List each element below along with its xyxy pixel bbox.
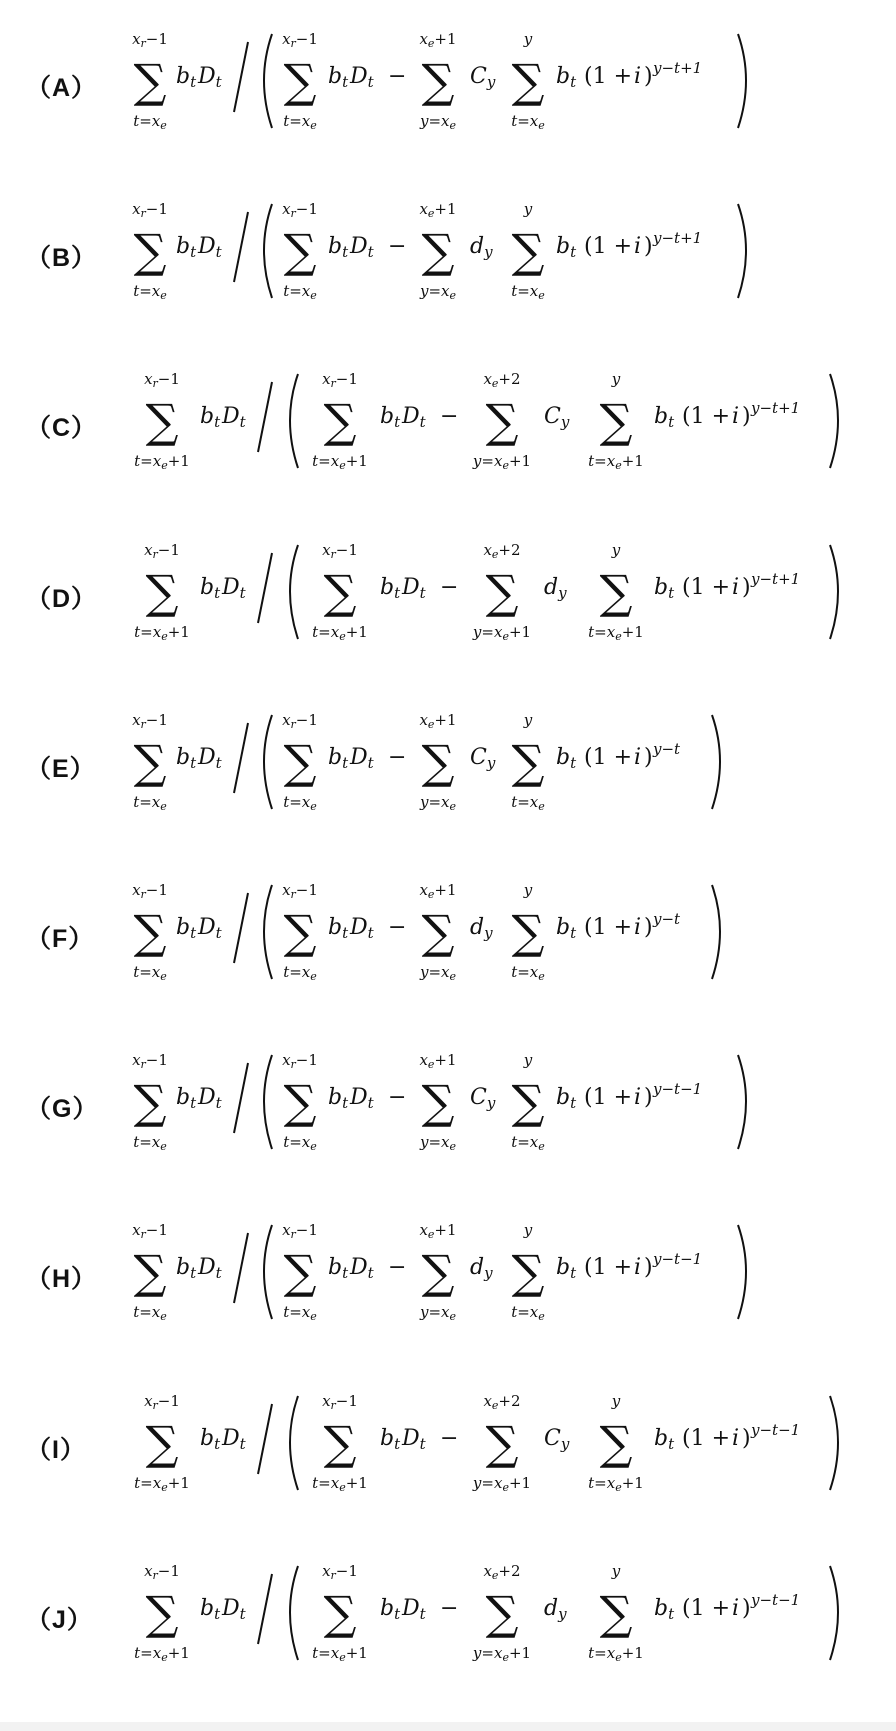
term-b: bt [176,915,197,942]
upper-limit: $x_r-1$ [132,30,168,50]
upper-limit: $x_e+1$ [419,30,457,50]
sigma-icon: ∑ [485,1415,519,1470]
term-b: bt [328,234,349,262]
minus-sign: − [388,915,407,940]
sigma-icon: ∑ [283,224,317,279]
term-b: bt [380,574,401,602]
lower-limit: $t=x_e+1$ [134,1473,190,1494]
close-paren: ) [742,404,751,430]
sigma-icon: ∑ [421,54,455,108]
sigma-icon: ∑ [485,1585,519,1640]
formula [0,681,896,851]
left-paren [264,34,272,128]
sigma-icon: ∑ [421,1075,455,1130]
sigma-icon: ∑ [283,905,317,959]
upper-limit: $x_r-1$ [322,1561,358,1582]
upper-limit: $x_e+1$ [419,1221,457,1242]
upper-limit: $x_r-1$ [132,200,168,221]
lower-limit: $t=x_e$ [283,963,317,983]
lower-limit: $t=x_e+1$ [312,622,368,643]
sigma-icon: ∑ [511,224,545,279]
close-paren: ) [644,64,653,89]
term-b: bt [328,915,349,942]
sigma-icon: ∑ [145,564,179,619]
lower-limit: $y=x_e$ [419,112,457,132]
lower-limit: $t=x_e+1$ [134,622,190,643]
upper-limit: y [611,540,621,559]
sigma-icon: ∑ [145,394,179,449]
right-paren [830,1396,838,1490]
coef-term: dy [470,234,493,262]
answer-option[interactable] [0,851,896,1021]
sigma-icon: ∑ [511,1075,545,1130]
term-D: Dt [402,1425,426,1453]
term-b: bt [328,64,349,91]
close-paren: ) [742,574,751,600]
option-label: （E） [26,754,96,783]
upper-limit: $x_e+2$ [483,1561,521,1582]
upper-limit: $x_r-1$ [132,1051,168,1072]
upper-limit: $x_e+1$ [419,710,457,731]
sigma-icon: ∑ [511,734,545,789]
upper-limit: $x_e+1$ [419,1051,457,1072]
sigma-icon: ∑ [599,394,633,449]
lower-limit: $y=x_e$ [419,1303,457,1324]
right-paren [830,1566,838,1660]
sigma-icon: ∑ [511,1245,545,1300]
upper-limit: $x_e+2$ [483,540,521,561]
paren-term: (1 + [584,64,633,89]
upper-limit: y [611,1391,621,1410]
lower-limit: $t=x_e+1$ [588,1473,644,1494]
sigma-icon: ∑ [323,564,357,619]
fraction-slash [234,893,248,963]
upper-limit: $x_r-1$ [282,200,318,221]
fraction-slash [258,553,272,623]
lower-limit: $t=x_e$ [511,1303,545,1324]
term-b: bt [556,1255,577,1283]
term-b: bt [654,574,675,602]
lower-limit: $t=x_e$ [133,792,167,813]
lower-limit: $y=x_e+1$ [472,452,532,473]
var-i: i [634,1255,642,1281]
exponent: y−t [653,739,681,758]
paren-term: (1 + [584,1085,633,1111]
close-paren: ) [644,1255,653,1281]
term-b: bt [556,915,577,942]
lower-limit: $t=x_e$ [133,963,167,983]
sigma-icon: ∑ [283,54,317,108]
upper-limit: y [523,1221,533,1240]
lower-limit: $y=x_e$ [419,792,457,813]
term-b: bt [328,1085,349,1113]
term-b: bt [380,1425,401,1453]
fraction-slash [234,723,248,793]
formula [0,1532,896,1702]
exponent: y−t [653,910,681,928]
lower-limit: $t=x_e$ [133,1303,167,1324]
right-paren [712,715,720,809]
close-paren: ) [742,1595,751,1621]
term-b: bt [380,404,401,432]
paren-term: (1 + [682,1595,731,1621]
lower-limit: $y=x_e+1$ [472,1643,532,1664]
minus-sign: − [388,1085,407,1111]
fraction-slash [258,1404,272,1474]
lower-limit: $t=x_e+1$ [312,1643,368,1664]
upper-limit: $x_r-1$ [322,540,358,561]
sigma-icon: ∑ [133,224,167,279]
lower-limit: $t=x_e$ [283,1303,317,1324]
upper-limit: $x_e+1$ [419,881,457,901]
coef-term: dy [470,1255,493,1283]
answer-option[interactable] [0,340,896,510]
upper-limit: $x_r-1$ [322,1391,358,1412]
lower-limit: $t=x_e+1$ [134,1643,190,1664]
upper-limit: $x_r-1$ [132,881,168,901]
upper-limit: $x_e+2$ [483,1391,521,1412]
term-b: bt [200,1425,221,1453]
option-label: （A） [26,74,98,102]
minus-sign: − [440,1595,459,1621]
minus-sign: − [388,64,407,89]
sigma-icon: ∑ [283,1245,317,1300]
sigma-icon: ∑ [485,564,519,619]
left-paren [290,1396,298,1490]
answer-option[interactable] [0,681,896,851]
term-D: Dt [222,404,246,432]
var-i: i [634,744,642,770]
sigma-icon: ∑ [599,1585,633,1640]
term-b: bt [176,744,197,772]
left-paren [290,545,298,639]
right-paren [738,1225,746,1319]
lower-limit: $y=x_e$ [419,282,457,303]
exponent: y−t+1 [653,59,703,77]
var-i: i [634,1085,642,1111]
term-D: Dt [350,1255,374,1283]
term-D: Dt [350,1085,374,1113]
sigma-icon: ∑ [323,1415,357,1470]
left-paren [264,1225,272,1319]
coef-term: Cy [544,1425,570,1453]
sigma-icon: ∑ [599,564,633,619]
sigma-icon: ∑ [599,1415,633,1470]
left-paren [290,1566,298,1660]
sigma-icon: ∑ [421,1245,455,1300]
right-paren [738,1055,746,1149]
fraction-slash [234,212,248,282]
term-D: Dt [198,1085,222,1113]
upper-limit: y [611,370,621,389]
var-i: i [634,64,642,89]
sigma-icon: ∑ [133,1075,167,1130]
lower-limit: $t=x_e$ [283,112,317,132]
term-b: bt [556,234,577,262]
answer-option[interactable] [0,1191,896,1361]
lower-limit: $y=x_e$ [419,963,457,983]
fraction-slash [258,1574,272,1644]
coef-term: dy [544,1595,567,1623]
lower-limit: $y=x_e$ [419,1133,457,1154]
lower-limit: $t=x_e$ [511,112,545,132]
lower-limit: $t=x_e$ [133,282,167,303]
upper-limit: y [611,1561,621,1580]
lower-limit: $t=x_e$ [283,792,317,813]
term-b: bt [200,404,221,432]
var-i: i [732,1595,740,1621]
lower-limit: $t=x_e+1$ [134,452,190,473]
term-D: Dt [350,744,374,772]
term-D: Dt [350,915,374,942]
upper-limit: $x_r-1$ [144,1561,180,1582]
left-paren [290,374,298,468]
upper-limit: y [523,200,533,219]
lower-limit: $t=x_e$ [511,963,545,983]
minus-sign: − [388,1255,407,1281]
close-paren: ) [644,1085,653,1111]
sigma-icon: ∑ [283,734,317,789]
formula [0,170,896,340]
exponent: y−t+1 [751,569,801,588]
exponent: y−t+1 [653,229,703,248]
term-D: Dt [350,234,374,262]
term-b: bt [654,1595,675,1623]
exponent: y−t−1 [751,1590,801,1609]
paren-term: (1 + [682,574,731,600]
exponent: y−t−1 [653,1080,703,1099]
term-b: bt [176,64,197,91]
minus-sign: − [388,744,407,770]
term-b: bt [176,1255,197,1283]
term-D: Dt [222,1595,246,1623]
answer-option[interactable] [0,1532,896,1702]
sigma-icon: ∑ [323,1585,357,1640]
upper-limit: $x_e+2$ [483,370,521,391]
right-paren [738,204,746,298]
sigma-icon: ∑ [133,54,167,108]
right-paren [830,545,838,639]
coef-term: Cy [470,744,496,772]
formula [0,851,896,1021]
lower-limit: $t=x_e$ [283,282,317,303]
term-D: Dt [198,234,222,262]
bottom-divider [0,1722,896,1731]
term-D: Dt [402,404,426,432]
lower-limit: $t=x_e+1$ [312,1473,368,1494]
term-b: bt [654,1425,675,1453]
option-label: （J） [26,1605,93,1634]
answer-option[interactable] [0,1362,896,1532]
lower-limit: $t=x_e$ [511,1133,545,1154]
lower-limit: $t=x_e$ [511,792,545,813]
var-i: i [732,574,740,600]
upper-limit: $x_r-1$ [132,1221,168,1242]
exponent: y−t−1 [653,1250,703,1269]
upper-limit: $x_r-1$ [282,1051,318,1072]
upper-limit: y [523,1051,533,1070]
lower-limit: $y=x_e+1$ [472,1473,532,1494]
option-label: （G） [26,1095,99,1124]
sigma-icon: ∑ [145,1585,179,1640]
sigma-icon: ∑ [511,54,545,108]
left-paren [264,204,272,298]
upper-limit: $x_r-1$ [144,540,180,561]
paren-term: (1 + [584,744,633,770]
coef-term: Cy [470,64,496,91]
upper-limit: y [523,30,533,48]
formula [0,1191,896,1361]
term-D: Dt [222,574,246,602]
exponent: y−t+1 [751,399,801,418]
fraction-slash [258,382,272,452]
upper-limit: $x_r-1$ [282,1221,318,1242]
paren-term: (1 + [584,234,633,260]
coef-term: Cy [470,1085,496,1113]
upper-limit: y [523,710,533,729]
term-b: bt [200,574,221,602]
term-D: Dt [198,744,222,772]
paren-term: (1 + [584,1255,633,1281]
upper-limit: $x_r-1$ [282,30,318,50]
paren-term: (1 + [682,1425,731,1451]
term-b: bt [328,744,349,772]
sigma-icon: ∑ [133,734,167,789]
term-b: bt [176,234,197,262]
coef-term: dy [470,915,493,942]
answer-option[interactable] [0,511,896,681]
left-paren [264,1055,272,1149]
upper-limit: $x_r-1$ [322,370,358,391]
option-label: （C） [26,414,98,443]
upper-limit: $x_r-1$ [132,710,168,731]
left-paren [264,715,272,809]
lower-limit: $t=x_e+1$ [588,1643,644,1664]
fraction-slash [234,42,248,112]
term-b: bt [556,744,577,772]
upper-limit: y [523,881,533,899]
lower-limit: $t=x_e$ [283,1133,317,1154]
left-paren [264,885,272,979]
term-D: Dt [402,574,426,602]
minus-sign: − [440,1425,459,1451]
answer-option[interactable] [0,0,896,170]
sigma-icon: ∑ [323,394,357,449]
lower-limit: $t=x_e+1$ [312,452,368,473]
lower-limit: $t=x_e+1$ [588,452,644,473]
minus-sign: − [440,404,459,430]
option-label: （F） [26,925,95,953]
term-D: Dt [198,1255,222,1283]
sigma-icon: ∑ [421,905,455,959]
upper-limit: $x_r-1$ [144,1391,180,1412]
exponent: y−t−1 [751,1420,801,1439]
upper-limit: $x_e+1$ [419,200,457,221]
formula [0,1362,896,1532]
term-b: bt [556,64,577,91]
option-label: （B） [26,244,98,273]
right-paren [712,885,720,979]
paren-term: (1 + [584,915,633,940]
term-b: bt [176,1085,197,1113]
term-D: Dt [222,1425,246,1453]
formula [0,0,896,170]
formula [0,340,896,510]
sigma-icon: ∑ [485,394,519,449]
upper-limit: $x_r-1$ [144,370,180,391]
term-b: bt [380,1595,401,1623]
sigma-icon: ∑ [511,905,545,959]
var-i: i [634,234,642,260]
term-D: Dt [198,64,222,91]
sigma-icon: ∑ [421,734,455,789]
minus-sign: − [440,574,459,600]
var-i: i [732,404,740,430]
option-label: （H） [26,1265,98,1294]
sigma-icon: ∑ [283,1075,317,1130]
lower-limit: $t=x_e$ [511,282,545,303]
right-paren [738,34,746,128]
option-label: （I） [26,1435,86,1464]
upper-limit: $x_r-1$ [282,881,318,901]
coef-term: dy [544,574,567,602]
term-b: bt [654,404,675,432]
sigma-icon: ∑ [145,1415,179,1470]
var-i: i [732,1425,740,1451]
formula [0,511,896,681]
close-paren: ) [742,1425,751,1451]
lower-limit: $t=x_e$ [133,112,167,132]
coef-term: Cy [544,404,570,432]
sigma-icon: ∑ [133,905,167,959]
lower-limit: $y=x_e+1$ [472,622,532,643]
minus-sign: − [388,234,407,260]
var-i: i [634,915,642,940]
answer-option[interactable] [0,1021,896,1191]
sigma-icon: ∑ [133,1245,167,1300]
lower-limit: $t=x_e+1$ [588,622,644,643]
paren-term: (1 + [682,404,731,430]
option-label: （D） [26,584,98,613]
fraction-slash [234,1063,248,1133]
term-D: Dt [198,915,222,942]
term-D: Dt [402,1595,426,1623]
close-paren: ) [644,744,653,770]
term-b: bt [328,1255,349,1283]
formula [0,1021,896,1191]
upper-limit: $x_r-1$ [282,710,318,731]
term-b: bt [556,1085,577,1113]
right-paren [830,374,838,468]
term-D: Dt [350,64,374,91]
term-b: bt [200,1595,221,1623]
close-paren: ) [644,915,653,940]
lower-limit: $t=x_e$ [133,1133,167,1154]
sigma-icon: ∑ [421,224,455,279]
answer-option[interactable] [0,170,896,340]
fraction-slash [234,1233,248,1303]
close-paren: ) [644,234,653,260]
